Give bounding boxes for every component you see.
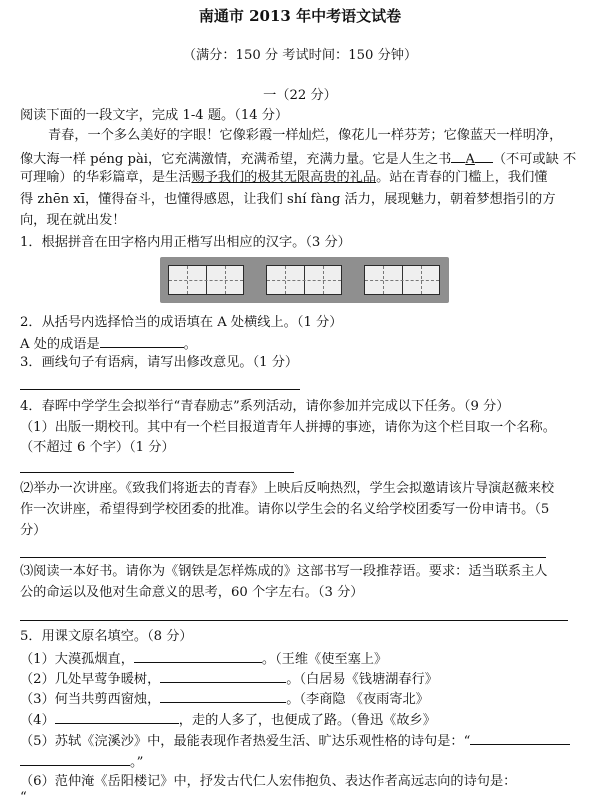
question-5-4: （4） ，走的人多了，也便成了路。（鲁迅《故乡》 <box>20 709 436 731</box>
question-5-6: “ <box>20 790 27 805</box>
blank-a-lead <box>451 148 465 163</box>
exam-title: 南通市 2013 年中考语文试卷 <box>198 7 402 25</box>
answer-line[interactable] <box>20 472 294 473</box>
question-4-1: （1）出版一期校刊。其中有一个栏目报道青年人拼搏的事迹，请你为这个栏目取一个名称。 <box>20 420 556 435</box>
question-4-3: ⑶阅读一本好书。请你为《钢铁是怎样炼成的》这部书写一段推荐语。要求：适当联系主人 <box>20 564 548 579</box>
tian-grid-pair[interactable] <box>364 265 440 295</box>
passage-line: 青春，一个多么美好的字眼！它像彩霞一样灿烂，像花儿一样芬芳；它像蓝天一样明净， <box>48 128 563 143</box>
answer-blank[interactable] <box>100 333 184 348</box>
answer-blank[interactable] <box>134 648 262 663</box>
question-5: 5．用课文原名填空。（8 分） <box>20 629 193 644</box>
question-5-6: （6）范仲淹《岳阳楼记》中，抒发古代仁人宏伟抱负、表达作者高远志向的诗句是： <box>20 774 517 789</box>
tian-grid-pair[interactable] <box>266 265 342 295</box>
section-heading: 一（22 分） <box>263 88 337 103</box>
question-2: 2．从括号内选择恰当的成语填在 A 处横线上。（1 分） <box>20 315 343 330</box>
passage-line: 得 zhēn xī，懂得奋斗，也懂得感恩，让我们 shí fàng 活力，展现魅力，朝着梦想指引的方 <box>20 192 556 207</box>
question-4-2: ⑵举办一次讲座。《致我们将逝去的青春》上映后反响热烈，学生会拟邀请该片导演赵薇来校 <box>20 481 555 496</box>
question-4-2: 作一次讲座，希望得到学校团委的批准。请你以学生会的名义给学校团委写一份申请书。（5 <box>20 502 550 517</box>
answer-line[interactable] <box>20 389 300 390</box>
question-5-5: 。” <box>20 751 143 773</box>
question-4: 4．春晖中学学生会拟举行“青春励志”系列活动，请你参加并完成以下任务。（9 分） <box>20 399 510 414</box>
answer-blank[interactable] <box>470 730 570 745</box>
blank-a-trail <box>475 148 493 163</box>
answer-blank[interactable] <box>160 688 286 703</box>
answer-blank[interactable] <box>55 709 179 724</box>
question-4-3: 公的命运以及他对生命意义的思考，60 个字左右。（3 分） <box>20 585 364 600</box>
question-1: 1．根据拼音在田字格内用正楷写出相应的汉字。（3 分） <box>20 235 351 250</box>
question-4-2: 分） <box>20 523 47 538</box>
passage-line: 向，现在就出发！ <box>20 213 126 228</box>
question-5-1: （1）大漠孤烟直， 。（王维《使至塞上》 <box>20 648 387 670</box>
question-3: 3．画线句子有语病，请写出修改意见。（1 分） <box>20 355 299 370</box>
answer-line[interactable] <box>20 620 568 621</box>
question-5-2: （2）几处早莺争暖树， 。（白居易《钱塘湖春行》 <box>20 668 438 690</box>
underlined-sentence: 赐予我们的极其无限高贵的礼品 <box>191 170 377 185</box>
passage-line: 可理喻）的华彩篇章，是生活赐予我们的极其无限高贵的礼品。站在青春的门槛上，我们懂 <box>20 170 548 185</box>
answer-blank[interactable] <box>20 751 130 766</box>
question-4-1: （不超过 6 个字）（1 分） <box>20 440 175 455</box>
answer-line[interactable] <box>20 557 546 558</box>
exam-meta: （满分：150 分 考试时间：150 分钟） <box>182 48 418 63</box>
answer-blank[interactable] <box>160 668 286 683</box>
question-5-3: （3）何当共剪西窗烛， 。（李商隐 《夜雨寄北》 <box>20 688 429 710</box>
tian-grid-pair[interactable] <box>168 265 244 295</box>
question-5-5: （5）苏轼《浣溪沙》中，最能表现作者热爱生活、旷达乐观性格的诗句是：“ <box>20 730 570 752</box>
question-2-answer: A 处的成语是 。 <box>20 333 197 355</box>
tian-grid-photo <box>160 257 449 303</box>
blank-a: A <box>465 152 475 167</box>
passage-line: 像大海一样 péng pài，它充满激情，充满希望，充满力量。它是人生之书 A （不可或缺 不 <box>20 148 576 170</box>
passage-instruction: 阅读下面的一段文字，完成 1-4 题。（14 分） <box>20 108 289 123</box>
